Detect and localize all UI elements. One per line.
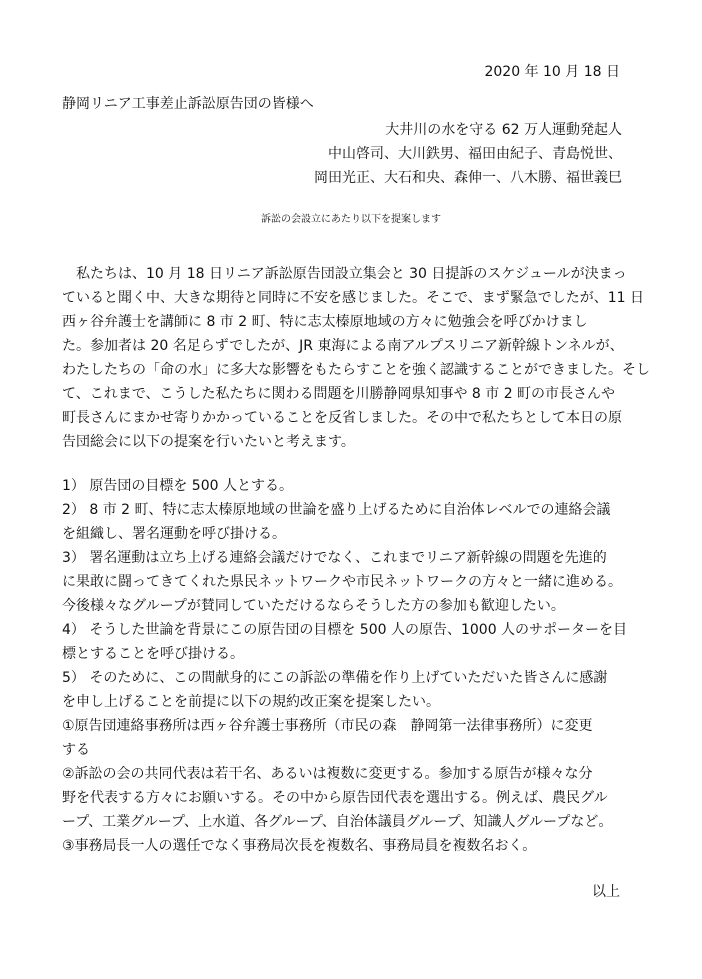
proposal-line: 今後様々なグループが賛同していただけるならそうした方の参加も歓迎したい。: [62, 598, 565, 614]
sender-organization: 大井川の水を守る 62 万人運動発起人: [385, 122, 622, 138]
proposal-line: 野を代表する方々にお願いする。その中から原告団代表を選出する。例えば、農民グル: [62, 790, 608, 806]
intro-line: た。参加者は 20 名足らずでしたが、JR 東海による南アルプスリニア新幹線トンネルが、: [62, 338, 624, 354]
proposal-line: 1） 原告団の目標を 500 人とする。: [62, 478, 293, 494]
proposal-line: 2） 8 市 2 町、特に志太榛原地域の世論を盛り上げるために自治体レベルでの連絡会議: [62, 502, 611, 518]
proposal-line: を申し上げることを前提に以下の規約改正案を提案したい。: [62, 694, 440, 710]
proposal-line: ②訴訟の会の共同代表は若干名、あるいは複数に変更する。参加する原告が様々な分: [62, 766, 593, 782]
intro-line: わたしたちの「命の水」に多大な影響をもたらすことを強く認識することができました。そし: [62, 362, 650, 378]
intro-line: 西ヶ谷弁護士を講師に 8 市 2 町、特に志太榛原地域の方々に勉強会を呼びかけまし: [62, 314, 588, 330]
proposal-line: ープ、工業グループ、上水道、各グループ、自治体議員グループ、知識人グループなど。: [62, 814, 613, 830]
proposal-line: ①原告団連絡事務所は西ヶ谷弁護士事務所（市民の森 静岡第一法律事務所）に変更: [62, 718, 593, 734]
proposal-line: する: [62, 742, 90, 758]
intro-line: 町長さんにまかせ寄りかかっていることを反省しました。その中で私たちとして本日の原: [62, 410, 622, 426]
sender-names-line-1: 中山啓司、大川鉄男、福田由紀子、青島悦世、: [328, 146, 622, 162]
proposal-line: に果敢に闘ってきてくれた県民ネットワークや市民ネットワークの方々と一緒に進める。: [62, 574, 622, 590]
intro-line: 私たちは、10 月 18 日リニア訴訟原告団設立集会と 30 日提訴のスケジュールが決まっ: [62, 266, 627, 282]
document-title: 訴訟の会設立にあたり以下を提案します: [261, 214, 441, 225]
proposal-line: 標とすることを呼び掛ける。: [62, 646, 244, 662]
closing-text: 以上: [592, 884, 620, 900]
sender-names-line-2: 岡田光正、大石和央、森伸一、八木勝、福世義巳: [314, 170, 622, 186]
proposal-line: ③事務局長一人の選任でなく事務局次長を複数名、事務局員を複数名おく。: [62, 838, 537, 854]
proposal-line: を組織し、署名運動を呼び掛ける。: [62, 526, 286, 542]
proposal-line: 4） そうした世論を背景にこの原告団の目標を 500 人の原告、1000 人のサポーターを目: [62, 622, 628, 638]
intro-line: て、これまで、こうした私たちに関わる問題を川勝静岡県知事や 8 市 2 町の市長さんや: [62, 386, 616, 402]
proposal-line: 5） そのために、この間献身的にこの訴訟の準備を作り上げていただいた皆さんに感謝: [62, 670, 608, 686]
proposal-line: 3） 署名運動は立ち上げる連絡会議だけでなく、これまでリニア新幹線の問題を先進的: [62, 550, 607, 566]
intro-line: ていると聞く中、大きな期待と同時に不安を感じました。そこで、まず緊急でしたが、11 日: [62, 290, 644, 306]
document-date: 2020 年 10 月 18 日: [484, 64, 620, 80]
intro-line: 告団総会に以下の提案を行いたいと考えます。: [62, 434, 355, 450]
addressee: 静岡リニア工事差止訴訟原告団の皆様へ: [62, 96, 314, 112]
